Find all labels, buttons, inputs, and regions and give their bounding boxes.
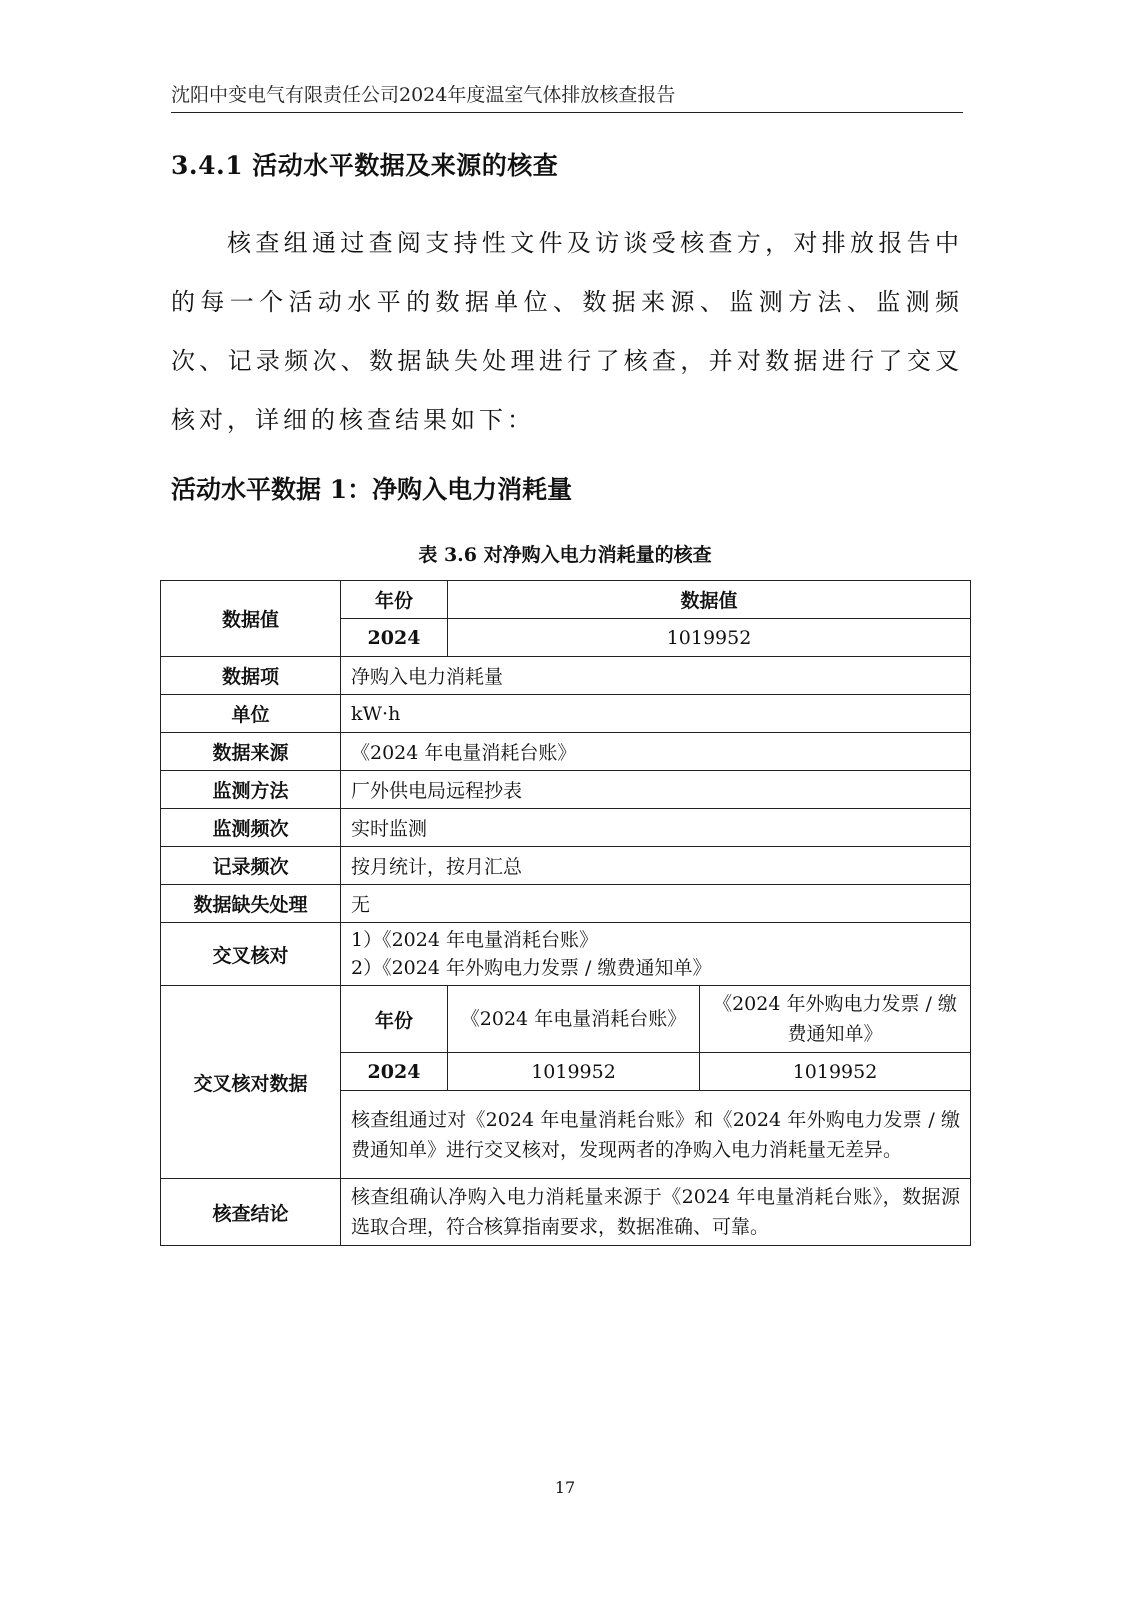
cross-source2-header: 《2024 年外购电力发票 / 缴费通知单》 [700, 986, 971, 1053]
table-row [161, 847, 971, 885]
row-value: 无 [341, 885, 971, 923]
cross-data-label: 交叉核对数据 [161, 986, 341, 1179]
year-cell: 2024 [341, 619, 448, 657]
cross-year-header: 年份 [341, 986, 448, 1053]
row-value: 净购入电力消耗量 [341, 657, 971, 695]
row-value: 实时监测 [341, 809, 971, 847]
table-row [161, 885, 971, 923]
body-paragraph: 核查组通过查阅支持性文件及访谈受核查方，对排放报告中的每一个活动水平的数据单位、数据来源、监测方法、监测频次、记录频次、数据缺失处理进行了核查，并对数据进行了交叉核对，详细的核查结果如下： [171, 229, 963, 434]
section-heading: 3.4.1 活动水平数据及来源的核查 [171, 151, 559, 180]
table-row [161, 986, 971, 1053]
cross-check-note: 核查组通过对《2024 年电量消耗台账》和《2024 年外购电力发票 / 缴费通知单》进行交叉核对，发现两者的净购入电力消耗量无差异。 [341, 1091, 971, 1179]
conclusion-label: 核查结论 [161, 1179, 341, 1246]
table-caption: 表 3.6 对净购入电力消耗量的核查 [418, 544, 712, 566]
cross-check-item: 2）《2024 年外购电力发票 / 缴费通知单》 [351, 957, 712, 979]
table-row [161, 1179, 971, 1246]
page-number: 17 [554, 1478, 576, 1497]
conclusion-text: 核查组确认净购入电力消耗量来源于《2024 年电量消耗台账》，数据源选取合理，符合核算指南要求，数据准确、可靠。 [341, 1179, 971, 1246]
table-row [161, 771, 971, 809]
activity-subheading: 活动水平数据 1：净购入电力消耗量 [171, 475, 573, 504]
table-row [161, 809, 971, 847]
row-value: 厂外供电局远程抄表 [341, 771, 971, 809]
cross-check-sources [341, 923, 971, 986]
row-value: 《2024 年电量消耗台账》 [341, 733, 971, 771]
row-value: kW·h [341, 695, 971, 733]
data-value-label: 数据值 [161, 581, 341, 657]
cross-value1-cell: 1019952 [448, 1053, 700, 1091]
row-label: 数据项 [161, 657, 341, 695]
row-label: 记录频次 [161, 847, 341, 885]
cross-value2-cell: 1019952 [700, 1053, 971, 1091]
table-row [161, 733, 971, 771]
value-header: 数据值 [448, 581, 971, 619]
cross-source1-header: 《2024 年电量消耗台账》 [448, 986, 700, 1053]
cross-check-label: 交叉核对 [161, 923, 341, 986]
cross-check-item: 1）《2024 年电量消耗台账》 [351, 929, 598, 951]
row-label: 数据缺失处理 [161, 885, 341, 923]
table-row [161, 695, 971, 733]
table-row [161, 581, 971, 619]
table-row [161, 923, 971, 986]
row-label: 数据来源 [161, 733, 341, 771]
verification-table [160, 580, 971, 1246]
page-header: 沈阳中变电气有限责任公司2024年度温室气体排放核查报告 [171, 80, 963, 113]
year-header: 年份 [341, 581, 448, 619]
table-row [161, 657, 971, 695]
row-label: 单位 [161, 695, 341, 733]
cross-year-cell: 2024 [341, 1053, 448, 1091]
row-label: 监测方法 [161, 771, 341, 809]
value-cell: 1019952 [448, 619, 971, 657]
row-label: 监测频次 [161, 809, 341, 847]
row-value: 按月统计，按月汇总 [341, 847, 971, 885]
